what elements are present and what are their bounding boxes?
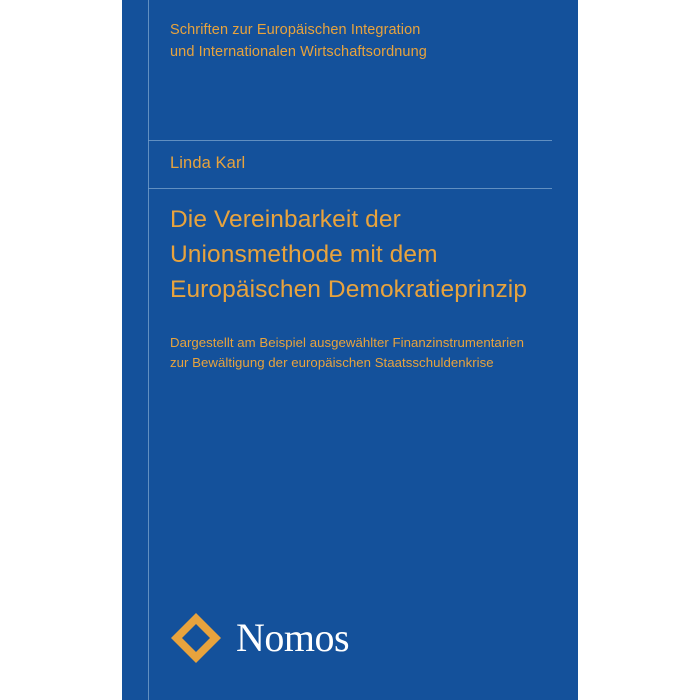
series-line-2: und Internationalen Wirtschaftsordnung <box>170 43 427 60</box>
publisher-name: Nomos <box>236 615 350 660</box>
subtitle-line-2: zur Bewältigung der europäischen Staatsschuldenkrise <box>170 355 494 371</box>
series-title <box>170 20 550 64</box>
horizontal-divider-top <box>148 140 552 141</box>
subtitle-line-1: Dargestellt am Beispiel ausgewählter Finanzinstrumentarien <box>170 335 525 350</box>
vertical-divider <box>148 0 149 700</box>
nomos-diamond-icon <box>170 612 222 664</box>
cover-panel <box>122 0 578 700</box>
horizontal-divider-middle <box>148 188 552 189</box>
book-title: Die Vereinbarkeit der Unionsmethode mit dem Europäischen Demokratieprinzip <box>170 206 528 303</box>
publisher-logo <box>170 612 349 664</box>
series-line-1: Schriften zur Europäischen Integration <box>170 22 421 38</box>
author-name: Linda Karl <box>170 154 246 172</box>
book-subtitle <box>170 333 560 374</box>
